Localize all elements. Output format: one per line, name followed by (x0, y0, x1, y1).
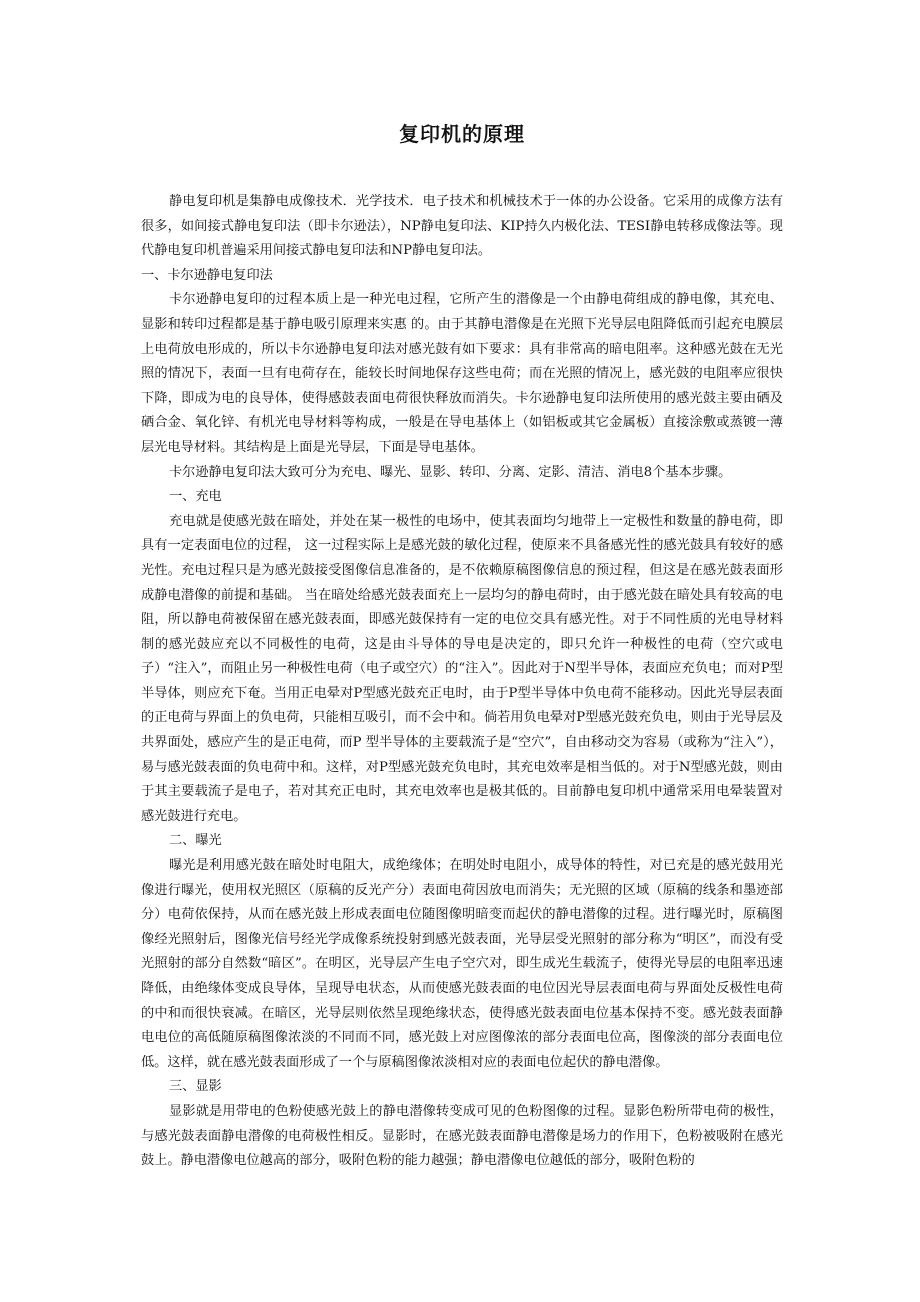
charging-paragraph: 充电就是使感光鼓在暗处，并处在某一极性的电场中，使其表面均匀地带上一定极性和数量的静电荷，即具有一定表面电位的过程， 这一过程实际上是感光鼓的敏化过程，使原来不具备感光性的感光鼓具有较好的感光性。充电过程只是为感光鼓接受图像信息准备的，是不依赖原稿图像信息的预过程，但这是在感光鼓表面形成静电潜像的前提和基础。 当在暗处给感光鼓表面充上一层均匀的静电荷时，由于感光鼓在暗处具有较高的电阻，所以静电荷被保留在感光鼓表面，即感光鼓保持有一定的电位交具有感光性。对于不同性质的光电导材料制的感光鼓应充以不同极性的电荷，这是由斗导体的导电是决定的，即只允许一种极性的电荷（空穴或电子）“注入”，而阻止另一种极性电荷（电子或空穴）的“注入”。因此对于N型半导体，表面应充负电；而对P型半导体，则应充下奄。当用正电晕对P型感光鼓充正电时，由于P型半导体中负电荷不能移动。因此光导层表面的正电荷与界面上的负电荷，只能相互吸引，而不会中和。倘若用负电晕对P型感光鼓充负电，则由于光导层及共界面处，感应产生的是正电荷，而P 型半导体的主要载流子是“空穴”，自由移动交为容易（或称为“注入”），易与感光鼓表面的负电荷中和。这样，对P型感光鼓充负电时，其充电效率是相当低的。对于N型感光鼓，则由于其主要载流子是电子，若对其充正电时，其充电效率也是极其低的。目前静电复印机中通常采用电晕装置对感光鼓进行充电。 (141, 513, 783, 824)
subheading-exposure: 二、曝光 (169, 833, 222, 849)
carlson-steps-paragraph: 卡尔逊静电复印法大致可分为充电、曝光、显影、转印、分离、定影、清洁、消电8个基本步骤。 (169, 464, 732, 480)
document-title: 复印机的原理 (399, 122, 525, 146)
exposure-paragraph: 曝光是利用感光鼓在暗处时电阻大，成绝缘体；在明处时电阻小，成导体的特性，对已充是的感光鼓用光像进行曝光，使用权光照区（原稿的反光产分）表面电荷因放电而消失；无光照的区域（原稿的线条和墨迹部分）电荷依保持，从而在感光鼓上形成表面电位随图像明暗变而起伏的静电潜像的过程。进行曝光时，原稿图像经光照射后，图像光信号经光学成像系统投射到感光鼓表面，光导层受光照射的部分称为“明区”，而没有受光照射的部分自然数“暗区”。在明区，光导层产生电子空穴对，即生成光生载流子，使得光导层的电阻率迅速降低，由绝缘体变成良导体，呈现导电状态，从而使感光鼓表面的电位因光导层表面电荷与界面处反极性电荷的中和而很快衰减。在暗区，光导层则依然呈现绝缘状态，使得感光鼓表面电位基本保持不变。感光鼓表面静电电位的高低随原稿图像浓淡的不同而不同，感光鼓上对应图像浓的部分表面电位高，图像淡的部分表面电位低。这样，就在感光鼓表面形成了一个与原稿图像浓淡相对应的表面电位起伏的静电潜像。 (141, 858, 783, 1070)
subheading-charging: 一、充电 (169, 489, 222, 505)
subheading-development: 三、显影 (169, 1079, 222, 1095)
carlson-process-paragraph: 卡尔逊静电复印的过程本质上是一种光电过程，它所产生的潜像是一个由静电荷组成的静电像，其充电、显影和转印过程都是基于静电吸引原理来实惠 的。由于其静电潜像是在光照下光导层电阻降低而引起充电膜层上电荷放电形成的，所以卡尔逊静电复印法对感光鼓有如下要求：具有非常高的暗电阻率。这种感光鼓在无光照的情况下，表面一旦有电荷存在，能较长时间地保存这些电荷；而在光照的情况上，感光鼓的电阻率应很快下降，即成为电的良导体，使得感鼓表面电荷很快释放而消失。卡尔逊静电复印法所使用的感光鼓主要由硒及硒合金、氧化锌、有机光电导材料等构成，一般是在导电基体上（如铝板或其它金属板）直接涂敷或蒸镀一薄层光电导材料。其结构是上面是光导层，下面是导电基体。 (141, 292, 783, 455)
development-paragraph: 显影就是用带电的色粉使感光鼓上的静电潜像转变成可见的色粉图像的过程。显影色粉所带电荷的极性，与感光鼓表面静电潜像的电荷极性相反。显影时，在感光鼓表面静电潜像是场力的作用下，色粉被吸附在感光鼓上。静电潜像电位越高的部分，吸附色粉的能力越强；静电潜像电位越低的部分，吸附色粉的 (141, 1103, 783, 1169)
section-heading-carlson: 一、卡尔逊静电复印法 (141, 267, 273, 283)
document-page (141, 120, 783, 1174)
intro-paragraph: 静电复印机是集静电成像技术．光学技术．电子技术和机械技术于一体的办公设备。它采用的成像方法有很多，如间接式静电复印法（即卡尔逊法），NP静电复印法、KIP持久内极化法、TESI静电转移成像法等。现代静电复印机普遍采用间接式静电复印法和NP静电复印法。 (141, 194, 783, 259)
